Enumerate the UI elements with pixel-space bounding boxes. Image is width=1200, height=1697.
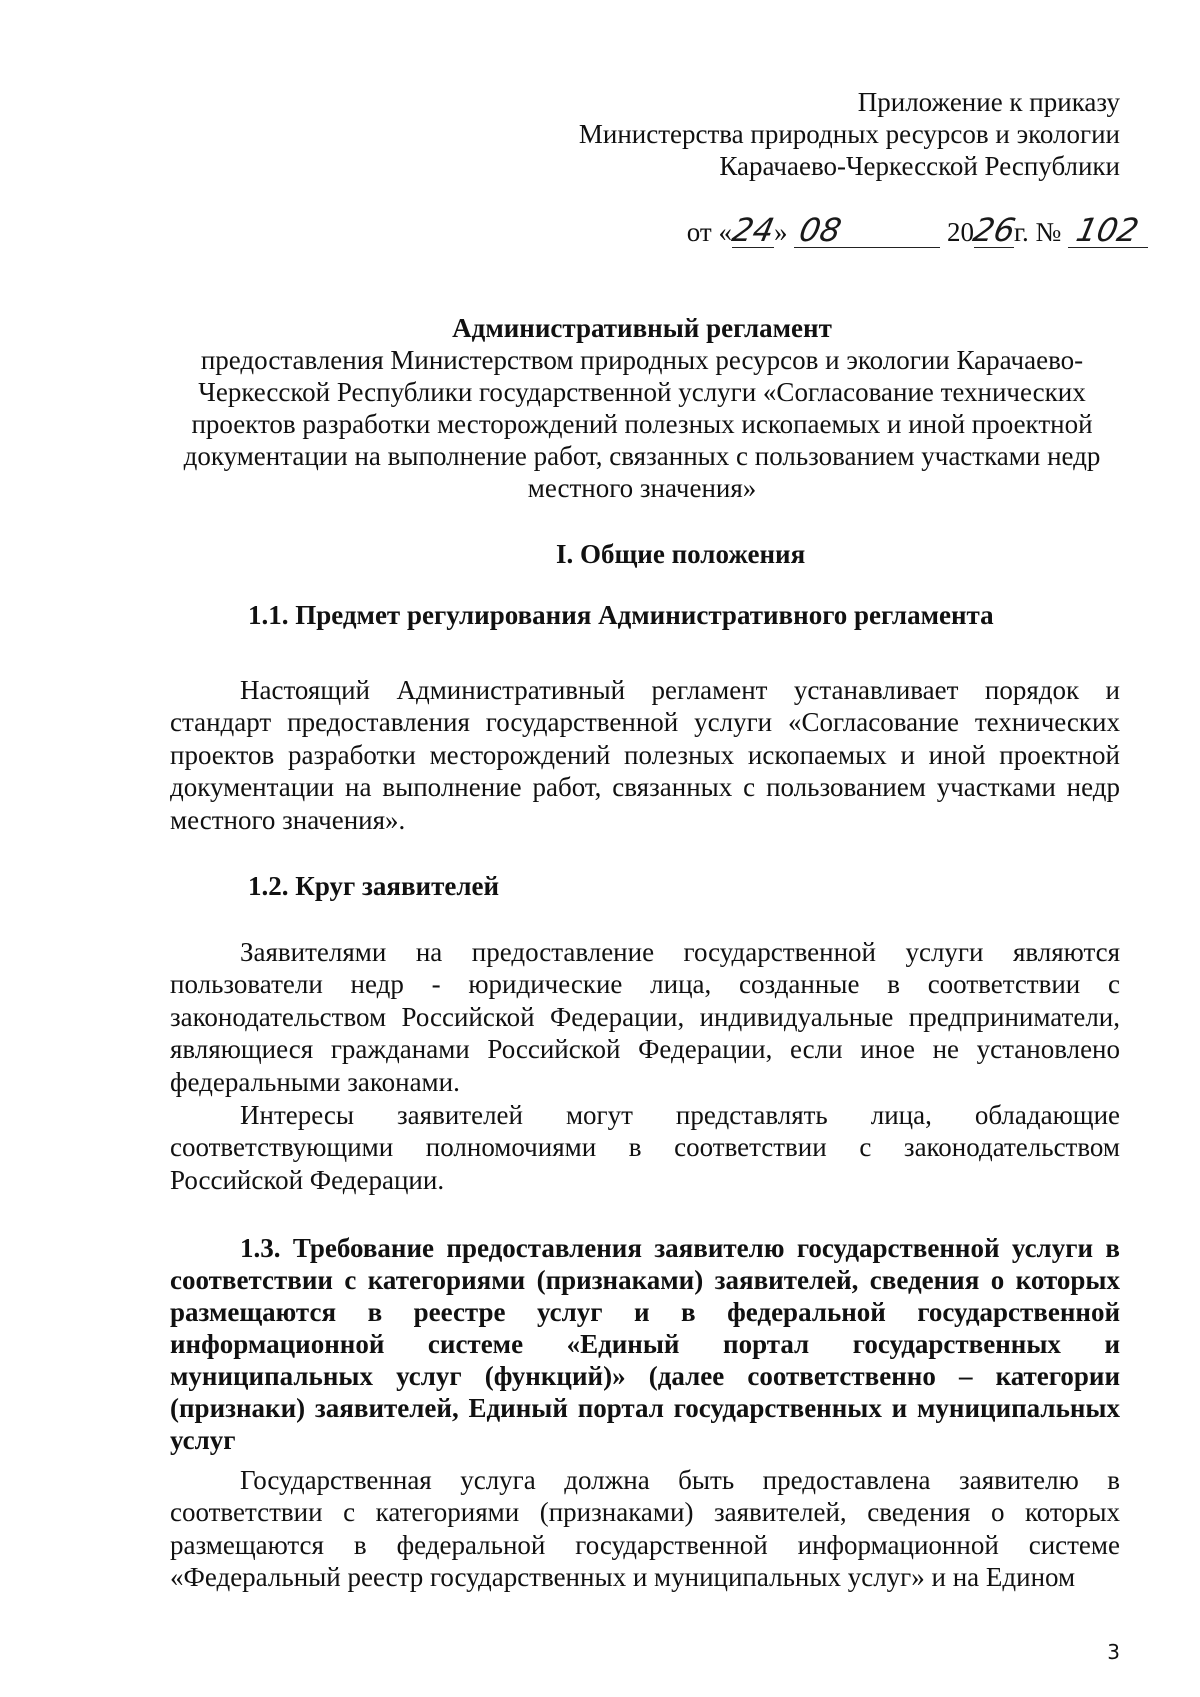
heading-1-2: 1.2. Круг заявителей (248, 871, 500, 901)
order-year-prefix: 20 (946, 217, 974, 247)
paragraph-1-2-b: Интересы заявителей могут представлять лица, обладающие соответствующими полномочиями в соответствии с законодательством Российской Федерации. (170, 1100, 1120, 1195)
heading-1-1: 1.1. Предмет регулирования Административного регламента (248, 600, 994, 630)
paragraph-1-1: Настоящий Административный регламент устанавливает порядок и стандарт предоставления государственной услуги «Согласование технических проектов разработки месторождений полезных ископаемых и иной проектной документации на выполнение работ, связанных с пользованием участками недр местного значения». (170, 675, 1120, 835)
section-heading-general: I. Общие положения (556, 539, 806, 569)
order-prefix: от « (686, 217, 732, 247)
annex-line-1: Приложение к приказу (857, 87, 1120, 117)
order-day-field (728, 211, 778, 249)
annex-line-2: Министерства природных ресурсов и экологии (578, 119, 1120, 149)
order-mid: » (773, 217, 788, 247)
order-number-field (1068, 211, 1148, 249)
annex-header (579, 86, 1120, 182)
document-subtitle: предоставления Министерством природных ресурсов и экологии Карачаево-Черкесской Республики государственной услуги «Согласование технических проектов разработки месторождений полезных ископаемых и иной проектной документации на выполнение работ, связанных с пользованием участками недр местного значения» (183, 345, 1101, 503)
paragraph-1-3: Государственная услуга должна быть предоставлена заявителю в соответствии с категориями (признаками) заявителей, сведения о которых размещаются в федеральной государственной информационной системе «Федеральный реестр государственных и муниципальных услуг» и на Едином (170, 1465, 1120, 1593)
document-title: Административный регламент (452, 313, 832, 343)
order-year-field (969, 211, 1019, 249)
order-month: 08 (796, 211, 845, 249)
order-year: 26 (969, 211, 1019, 249)
page-number: 3 (1107, 1640, 1120, 1664)
order-date-line (687, 212, 1148, 252)
order-month-field (794, 211, 940, 249)
heading-1-3: 1.3. Требование предоставления заявителю государственной услуги в соответствии с категориями (признаками) заявителей, сведения о которых размещаются в реестре услуг и в федеральной государственной информационной системе «Единый портал государственных и муниципальных услуг (функций)» (далее соответственно – категории (признаки) заявителей, Единый портал государственных и муниципальных услуг (170, 1233, 1120, 1455)
document-title-block (170, 312, 1114, 504)
order-number: 102 (1073, 211, 1143, 249)
paragraph-1-2-a: Заявителями на предоставление государственной услуги являются пользователи недр - юридические лица, созданные в соответствии с законодательством Российской Федерации, индивидуальные предприниматели, являющиеся гражданами Российской Федерации, если иное не установлено федеральными законами. (170, 937, 1120, 1097)
annex-line-3: Карачаево-Черкесской Республики (719, 151, 1120, 181)
order-num-prefix: г. № (1013, 217, 1062, 247)
order-day: 24 (728, 211, 778, 249)
